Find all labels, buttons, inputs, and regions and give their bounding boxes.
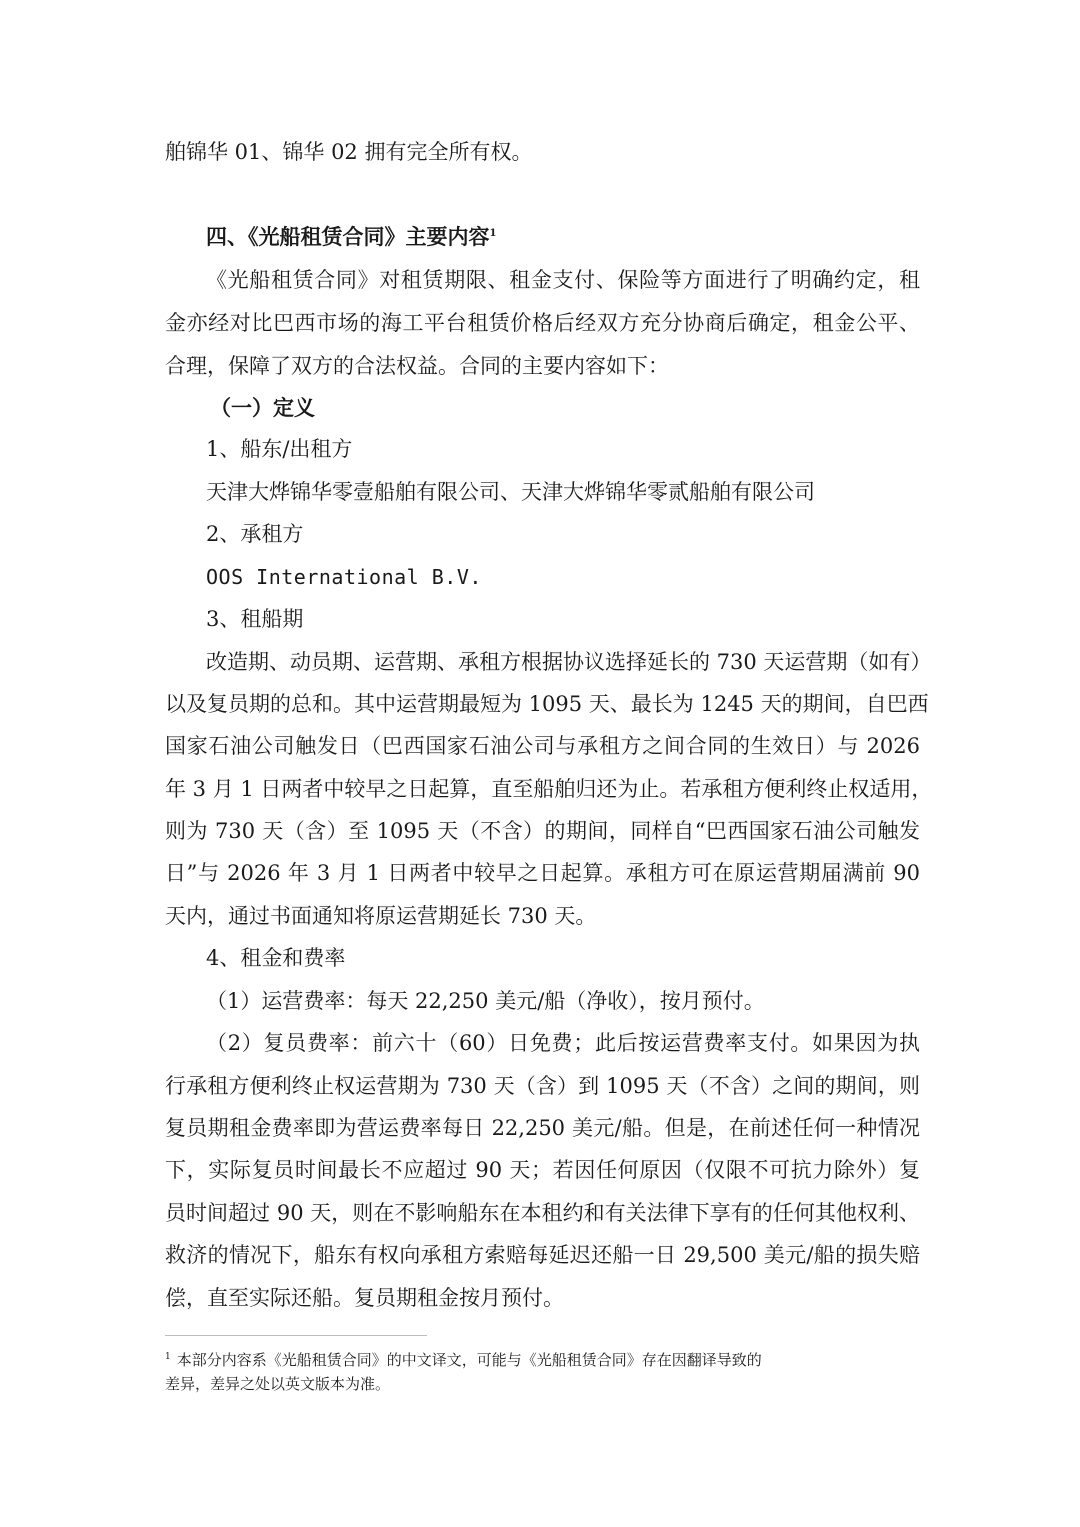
item4-line: 行承租方便利终止权运营期为 730 天（含）到 1095 天（不含）之间的期间，则	[165, 1074, 920, 1098]
item2-body: OOS International B.V.	[206, 565, 482, 589]
footnote-number: 1	[165, 1352, 171, 1362]
item3-line: 改造期、动员期、运营期、承租方根据协议选择延长的 730 天运营期（如有）	[206, 650, 932, 674]
section-title-text: 四、《光船租赁合同》主要内容	[206, 224, 490, 249]
item3-line: 国家石油公司触发日（巴西国家石油公司与承租方之间合同的生效日）与 2026	[165, 734, 920, 758]
item3-line: 则为 730 天（含）至 1095 天（不含）的期间，同样自“巴西国家石油公司触发	[165, 819, 920, 843]
item4-title: 4、租金和费率	[206, 946, 346, 970]
item1-body: 天津大烨锦华零壹船舶有限公司、天津大烨锦华零贰船舶有限公司	[206, 480, 815, 504]
item2-title: 2、承租方	[206, 522, 304, 546]
intro-para-line: 金亦经对比巴西市场的海工平台租赁价格后经双方充分协商后确定，租金公平、	[165, 311, 920, 335]
item3-line: 年 3 月 1 日两者中较早之日起算，直至船舶归还为止。若承租方便利终止权适用，	[165, 777, 933, 801]
item4-line: 复员期租金费率即为营运费率每日 22,250 美元/船。但是，在前述任何一种情况	[165, 1116, 920, 1140]
item4-line: 救济的情况下，船东有权向承租方索赔每延迟还船一日 29,500 美元/船的损失赔	[165, 1243, 920, 1267]
footnote-marker: 1	[489, 228, 497, 239]
item4-line: 下，实际复员时间最长不应超过 90 天；若因任何原因（仅限不可抗力除外）复	[165, 1158, 920, 1182]
item3-title: 3、租船期	[206, 607, 304, 631]
footnote-separator	[165, 1335, 427, 1336]
footnote-line: 差异，差异之处以英文版本为准。	[165, 1375, 391, 1393]
subheading-definitions: （一）定义	[210, 395, 315, 420]
item1-title: 1、船东/出租方	[206, 437, 353, 461]
item3-line: 日”与 2026 年 3 月 1 日两者中较早之日起算。承租方可在原运营期届满前 90	[165, 861, 920, 885]
footnote-text: 本部分内容系《光船租赁合同》的中文译文，可能与《光船租赁合同》存在因翻译导致的	[176, 1351, 762, 1369]
item3-line: 以及复员期的总和。其中运营期最短为 1095 天、最长为 1245 天的期间，自巴西	[165, 692, 929, 716]
item4-line: （2）复员费率：前六十（60）日免费；此后按运营费率支付。如果因为执	[206, 1031, 920, 1055]
intro-line: 舶锦华 01、锦华 02 拥有完全所有权。	[165, 140, 533, 164]
section-title	[206, 222, 961, 252]
intro-para-line: 合理，保障了双方的合法权益。合同的主要内容如下：	[165, 354, 669, 378]
item3-line: 天内，通过书面通知将原运营期延长 730 天。	[165, 904, 597, 928]
item4-operating-rate: （1）运营费率：每天 22,250 美元/船（净收），按月预付。	[206, 989, 765, 1013]
item4-line: 偿，直至实际还船。复员期租金按月预付。	[165, 1286, 564, 1310]
item4-line: 员时间超过 90 天，则在不影响船东在本租约和有关法律下享有的任何其他权利、	[165, 1201, 920, 1225]
footnote-line	[165, 1349, 920, 1371]
intro-para-line: 《光船租赁合同》对租赁期限、租金支付、保险等方面进行了明确约定，租	[206, 268, 920, 292]
